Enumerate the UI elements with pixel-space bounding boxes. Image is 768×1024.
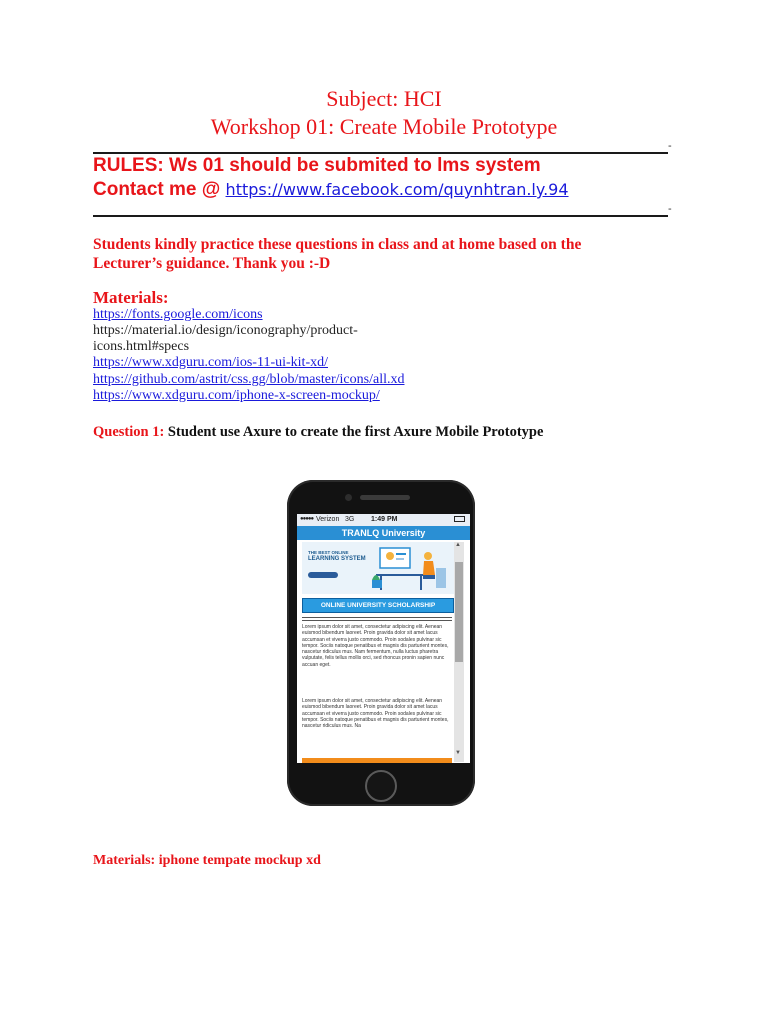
content-divider-2: [302, 620, 452, 621]
speaker-grille: [360, 495, 410, 500]
hero-illustration: [302, 542, 454, 594]
scroll-up-icon[interactable]: ▲: [455, 542, 461, 548]
link-xdguru-ios[interactable]: https://www.xdguru.com/ios-11-ui-kit-xd/: [93, 355, 328, 370]
scrollbar-thumb[interactable]: [455, 562, 463, 662]
hero-cta: [308, 572, 338, 578]
link-material-io-cont: icons.html#specs: [93, 339, 190, 354]
content-divider-1: [302, 617, 452, 618]
materials-heading: Materials:: [93, 288, 169, 307]
carrier-label: Verizon: [316, 516, 340, 523]
divider-bottom-dash: -: [668, 203, 672, 215]
camera-icon: [345, 494, 352, 501]
question-1-text: Student use Axure to create the first Axure Mobile Prototype: [164, 424, 544, 440]
scholarship-banner: ONLINE UNIVERSITY SCHOLARSHIP: [302, 598, 454, 613]
link-google-icons[interactable]: https://fonts.google.com/icons: [93, 307, 263, 322]
phone-screen: [297, 514, 470, 763]
intro-line-2: Lecturer’s guidance. Thank you :-D: [93, 255, 331, 272]
question-1-label: Question 1:: [93, 424, 165, 440]
app-title-bar: TRANLQ University: [297, 526, 470, 540]
home-button: [365, 770, 397, 802]
battery-icon: [454, 516, 465, 522]
student-desk-icon: [372, 544, 452, 592]
divider-bottom: [93, 215, 668, 217]
contact-prefix: Contact me @: [93, 179, 226, 200]
divider-top-dash: -: [668, 140, 672, 152]
materials-footer: Materials: iphone tempate mockup xd: [93, 853, 321, 868]
lorem-paragraph-1: Lorem ipsum dolor sit amet, consectetur adipiscing elit. Aenean euismod bibendum laoreet. Proin gravida dolor sit amet lacus accumsan et viverra justo commodo. Proin sodales pulvinar sic tempor. Sociis natoque penatibus et magnis dis parturient montes, nascetur ridiculus mus. Nam fermentum, nulla luctus pharetra vulputate, felis tellus mollis orci, sed rhoncus pronin sapien nunc accuan eget.: [302, 624, 449, 668]
link-github-cssgg[interactable]: https://github.com/astrit/css.gg/blob/master/icons/all.xd: [93, 372, 405, 387]
rules-line: RULES: Ws 01 should be submited to lms system: [93, 155, 541, 176]
footer-accent-bar: [302, 758, 452, 763]
clock-label: 1:49 PM: [371, 516, 398, 523]
workshop-title: Workshop 01: Create Mobile Prototype: [210, 114, 558, 139]
question-1: [93, 423, 543, 441]
subject-title: Subject: HCI: [326, 86, 442, 111]
facebook-link[interactable]: https://www.facebook.com/quynhtran.ly.94: [225, 180, 569, 199]
network-label: 3G: [345, 516, 355, 523]
hero-small-text: THE BEST ONLINE: [308, 550, 349, 555]
scroll-down-icon[interactable]: ▼: [455, 750, 461, 756]
divider-top: [93, 152, 668, 154]
link-xdguru-iphone[interactable]: https://www.xdguru.com/iphone-x-screen-mockup/: [93, 388, 380, 403]
hero-big-text: LEARNING SYSTEM: [308, 556, 366, 562]
intro-line-1: Students kindly practice these questions in class and at home based on the: [93, 236, 582, 253]
lorem-paragraph-2: Lorem ipsum dolor sit amet, consectetur adipiscing elit. Aenean euismod bibendum laoreet. Proin gravida dolor sit amet lacus accumsan et viverra justo commodo. Proin sodales pulvinar sic tempor. Sociis natoque penatibus et magnis dis parturient montes, nascetur ridiculus mus. Na: [302, 698, 449, 730]
signal-icon: ●●●●●: [300, 516, 314, 522]
link-material-io: https://material.io/design/iconography/product-: [93, 323, 358, 338]
status-bar: [297, 514, 470, 526]
contact-line: [93, 179, 569, 201]
